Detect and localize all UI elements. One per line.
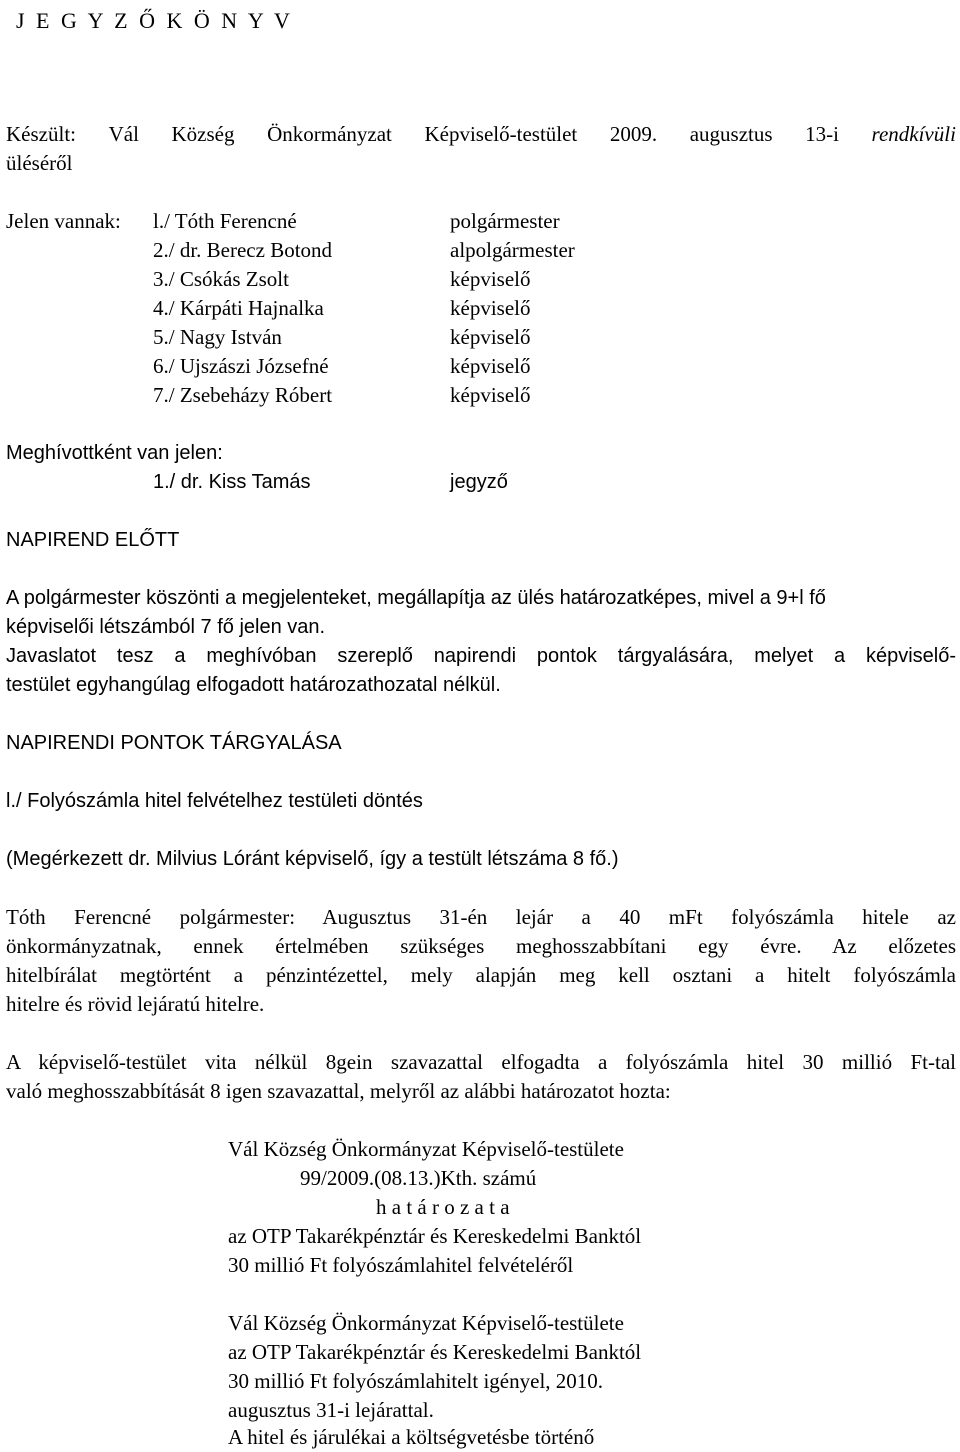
member-role: képviselő [450, 354, 531, 378]
intro-word: Önkormányzat [267, 122, 392, 146]
member-role: képviselő [450, 325, 531, 349]
member-name: 2./ dr. Berecz Botond [153, 238, 333, 262]
resolution-text-line: 30 millió Ft folyószámlahitelt igényel, 2010. [228, 1369, 604, 1393]
member-row [0, 236, 960, 265]
member-role: képviselő [450, 267, 531, 291]
paragraph-line: való meghosszabbítását 8 igen szavazattal, melyről az alábbi határozatot hozta: [6, 1079, 671, 1103]
paragraph-line: hitelre és rövid lejáratú hitelre. [6, 992, 265, 1016]
paragraph-line: Tóth Ferencné polgármester: Augusztus 31-én lejár a 40 mFt folyószámla hitele az [6, 905, 956, 929]
resolution-subject: 30 millió Ft folyószámlahitel felvételéről [228, 1253, 574, 1277]
resolution-text-line: A hitel és járulékai a költségvetésbe történő [228, 1425, 595, 1449]
resolution-word: h a t á r o z a t a [376, 1195, 510, 1219]
intro-word: 2009. [609, 122, 658, 146]
member-row [0, 294, 960, 323]
intro-word: Vál [108, 122, 139, 146]
member-role: polgármester [450, 209, 560, 233]
member-name: 7./ Zsebeházy Róbert [153, 383, 333, 407]
member-role: képviselő [450, 383, 531, 407]
intro-line2: üléséről [6, 151, 73, 175]
paragraph-line: Javaslatot tesz a meghívóban szereplő napirendi pontok tárgyalására, melyet a képviselő- [6, 645, 956, 667]
member-name: 3./ Csókás Zsolt [153, 267, 289, 291]
present-label: Jelen vannak: [6, 209, 121, 233]
paragraph-line: testület egyhangúlag elfogadott határozathozatal nélkül. [6, 674, 501, 696]
member-row [0, 323, 960, 352]
resolution-text-line: augusztus 31-i lejárattal. [228, 1398, 434, 1422]
paragraph-line: hitelbírálat megtörtént a pénzintézettel, mely alapján meg kell osztani a hitelt folyószámla [6, 963, 956, 987]
resolution-text-line: az OTP Takarékpénztár és Kereskedelmi Banktól [228, 1340, 642, 1364]
intro-word: 13-i [805, 122, 839, 146]
intro-word: augusztus [689, 122, 773, 146]
section-heading: NAPIRENDI PONTOK TÁRGYALÁSA [6, 732, 342, 754]
invited-name: 1./ dr. Kiss Tamás [153, 471, 311, 493]
member-name: 6./ Ujszászi Józsefné [153, 354, 329, 378]
member-role: alpolgármester [450, 238, 575, 262]
member-row [0, 352, 960, 381]
document-title: J E G Y Z Ő K Ö N Y V [16, 8, 293, 33]
paragraph-line: A polgármester köszönti a megjelenteket, megállapítja az ülés határozatképes, mivel a 9+l fő [6, 587, 826, 609]
paragraph-line: képviselői létszámból 7 fő jelen van. [6, 616, 326, 638]
member-name: l./ Tóth Ferencné [153, 209, 297, 233]
intro-word: Készült: [6, 122, 76, 146]
member-row [0, 265, 960, 294]
member-name: 4./ Kárpáti Hajnalka [153, 296, 324, 320]
agenda-item: l./ Folyószámla hitel felvételhez testületi döntés [6, 790, 423, 812]
member-name: 5./ Nagy István [153, 325, 282, 349]
paragraph-line: önkormányzatnak, ennek értelmében szükséges meghosszabbítani egy évre. Az előzetes [6, 934, 956, 958]
intro-line [6, 120, 956, 149]
resolution-text-line: Vál Község Önkormányzat Képviselő-testülete [228, 1311, 624, 1335]
resolution-subject: az OTP Takarékpénztár és Kereskedelmi Banktól [228, 1224, 642, 1248]
section-heading: NAPIREND ELŐTT [6, 529, 180, 551]
invited-role: jegyző [450, 471, 508, 493]
invited-row [0, 468, 960, 497]
invited-label: Meghívottként van jelen: [6, 442, 223, 464]
member-role: képviselő [450, 296, 531, 320]
intro-word-italic: rendkívüli [871, 122, 956, 146]
agenda-note: (Megérkezett dr. Milvius Lóránt képviselő, így a testült létszáma 8 fő.) [6, 848, 619, 870]
member-row [0, 381, 960, 410]
intro-word: Község [171, 122, 235, 146]
member-row [0, 207, 960, 236]
paragraph-line: A képviselő-testület vita nélkül 8gein szavazattal elfogadta a folyószámla hitel 30 millió Ft-tal [6, 1050, 956, 1074]
intro-word: Képviselő-testület [424, 122, 578, 146]
resolution-body: Vál Község Önkormányzat Képviselő-testülete [228, 1137, 624, 1161]
resolution-number: 99/2009.(08.13.)Kth. számú [300, 1166, 537, 1190]
